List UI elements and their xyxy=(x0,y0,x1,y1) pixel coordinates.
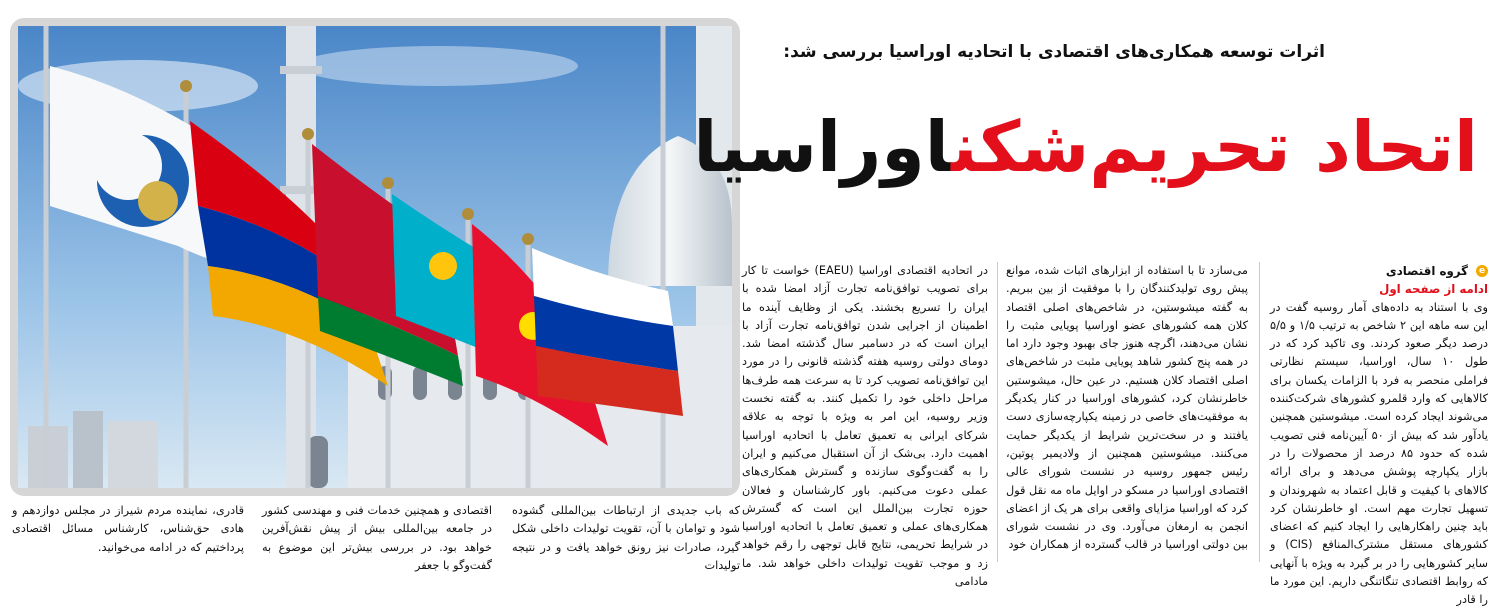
article-column-5 xyxy=(262,502,492,572)
article-column-4 xyxy=(512,502,740,572)
headline xyxy=(693,92,1478,202)
flags-illustration xyxy=(18,26,732,488)
column-text: اقتصادی و همچنین خدمات فنی و مهندسی کشور در جامعه بین‌المللی بیش از پیش نقش‌آفرین خواهد بود. در بررسی بیش‌تر این موضوع به گفت‌وگو با جعفر xyxy=(262,504,492,572)
column-text: وی با استناد به داده‌های آمار روسیه گفت در این سه ماهه این ۲ شاخص به ترتیب ۱/۵ و ۵/۵ درصد دیگر صعود کردند. وی تاکید کرد که در طول ۱۰ سال، اوراسیا، سیستم نظارتی فراملی منحصر به فرد با الزامات یکسان برای کالاهایی که وارد قلمرو کشورهای شرکت‌کننده می‌شوند ایجاد کرده است. میشوستین همچنین یادآور شد که بیش از ۵۰ آیین‌نامه فنی تصویب شده که حدود ۸۵ درصد از محصولات را در بازار یکپارچه پوشش می‌دهد و برای ارائه کالاهای با کیفیت و قابل اعتماد به شهروندان و تسهیل تجارت مهم است. او خاطرنشان کرد باید چنین راهکارهایی را ایجاد کنیم که اعضای کشورهای مستقل مشترک‌المنافع (CIS) و سایر کشورهایی را در بر گیرد به ویژه با آنهایی که روابط اقتصادی تنگاتنگی داریم. این مورد ما را قادر xyxy=(1270,300,1488,607)
article-column-1 xyxy=(1270,262,1488,607)
column-text: که باب جدیدی از ارتباطات بین‌المللی گشوده شود و توامان با آن، تقویت تولیدات داخلی شکل گیرد، صادرات نیز رونق خواهد یافت و در نتیجه تولیدات xyxy=(512,504,740,572)
column-divider xyxy=(997,262,998,562)
continued-label: ادامه از صفحه اول xyxy=(1379,282,1488,297)
headline-red: اتحاد تحریم‌شکن xyxy=(951,106,1478,188)
column-text: قادری، نماینده مردم شیراز در مجلس دوازدهم و هادی حق‌شناس، کارشناس مسائل اقتصادی پرداختیم که در ادامه می‌خوانید. xyxy=(12,504,244,554)
article-column-2 xyxy=(1006,262,1248,566)
section-label: e گروه اقتصادی xyxy=(1270,262,1488,280)
flags-photo xyxy=(18,26,732,488)
headline-black: اوراسیا xyxy=(693,106,952,188)
section-icon: e xyxy=(1476,265,1488,277)
kicker: اثرات توسعه همکاری‌های اقتصادی با اتحادیه اوراسیا بررسی شد: xyxy=(783,42,1325,62)
article-column-6 xyxy=(12,502,244,566)
column-text: می‌سازد تا با استفاده از ابزارهای اثبات شده، موانع پیش روی تولیدکنندگان را با موفقیت از بین ببریم. به گفته میشوستین، در شاخص‌های اصلی اقتصاد کلان همه کشورهای عضو اوراسیا پویایی مثبت را نشان می‌دهند، اگرچه هنوز جای بهبود وجود دارد اما در همه پنج کشور شاهد پویایی مثبت در شاخص‌های اصلی اقتصاد کلان هستیم. در عین حال، میشوستین خاطرنشان کرد، کشورهای اوراسیا در کنار یکدیگر به موفقیت‌های خاصی در زمینه یکپارچه‌سازی دست یافتند و در سخت‌ترین شرایط از یکدیگر حمایت می‌کنند. میشوستین همچنین از ولادیمیر پوتین، رئیس جمهور روسیه در نشست شورای عالی اقتصادی اوراسیا در مسکو در اوایل ماه مه نقل قول کرد که اوراسیا مزایای واقعی برای هر یک از اعضای انجمن به ارمغان می‌آورد. وی در نشست شورای بین دولتی اوراسیا در قالب گسترده از همکاران خود xyxy=(1006,264,1248,552)
article-column-3 xyxy=(742,262,989,589)
column-divider xyxy=(1259,262,1260,562)
column-text: در اتحادیه اقتصادی اوراسیا (EAEU) خواست تا کار برای تصویب توافق‌نامه تجارت آزاد امضا شده با ایران را تسریع بخشند. یکی از وظایف آینده ما اطمینان از اجرایی شدن توافق‌نامه تجارت آزاد با ایران است که در دسامبر سال گذشته امضا شد. دومای دولتی روسیه هفته گذشته قانونی را در مورد این توافق‌نامه تصویب کرد تا به سرعت همه طرف‌ها مراحل داخلی خود را تکمیل کنند. به گفته نخست وزیر روسیه، این امر به ویژه با توجه به علاقه شرکای ایرانی به تعمیق تعامل با اتحادیه اوراسیا اهمیت دارد. بی‌شک از آن استقبال می‌کنیم و ایران را به گفت‌وگوی سازنده و گسترش همکاری‌های عملی دعوت می‌کنیم. باور کارشناسان و فعالان حوزه تجارت بین‌الملل این است که گسترش همکاری‌های عملی و تعمیق تعامل با اتحادیه اوراسیا در شرایط تحریمی، نتایج قابل توجهی را رقم خواهد زد و موجب تقویت تولیدات داخلی خواهد شد. ما مادامی xyxy=(742,264,989,589)
